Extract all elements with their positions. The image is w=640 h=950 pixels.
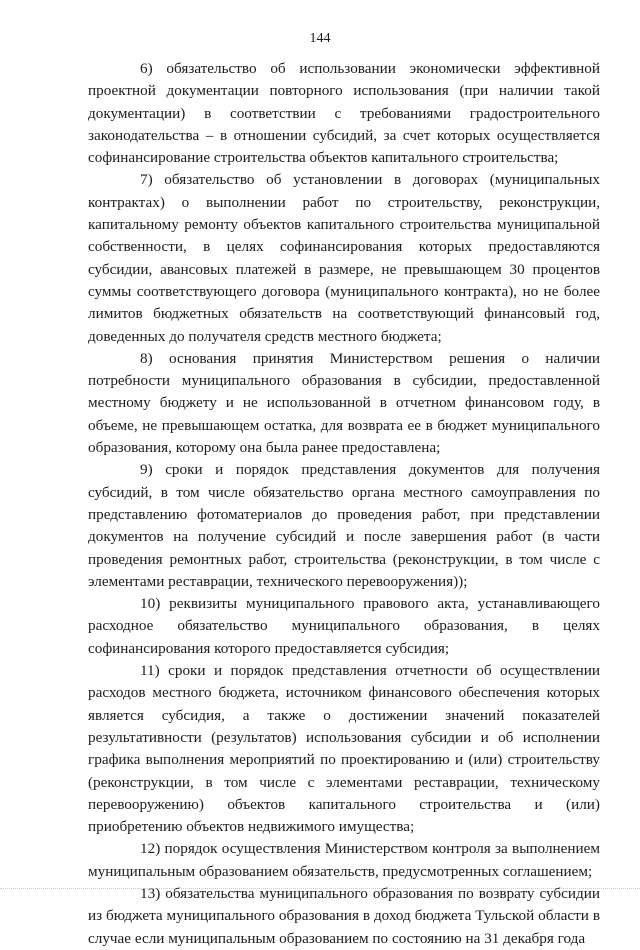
paragraph-item-7: 7) обязательство об установлении в договорах (муниципальных контрактах) о выполнении работ по строительству, реконструкции, капитальному ремонту объектов капитального строительства муниципальной собственности, в целях софинансирования которых предоставляются субсидии, авансовых платежей в размере, не превышающем 30 процентов суммы соответствующего договора (муниципального контракта), но не более лимитов бюджетных обязательств на соответствующий финансовый год, доведенных до получателя средств местного бюджета;	[88, 171, 600, 345]
paragraph-item-9: 9) сроки и порядок представления документов для получения субсидий, в том числе обязательство органа местного самоуправления по представлению фотоматериалов до проведения работ, при представлении документов на получение субсидий и после завершения работ (в части проведения ремонтных работ, строительства (реконструкции, в том числе с элементами реставрации, технического перевооружения));	[88, 461, 600, 590]
paragraph-item-8: 8) основания принятия Министерством решения о наличии потребности муниципального образования в субсидии, предоставленной местному бюджету и не использованной в отчетном финансовом году, в объеме, не превышающем остатка, для возврата ее в бюджет муниципального образования, которому она была ранее предоставлена;	[88, 349, 600, 457]
paragraph-item-10: 10) реквизиты муниципального правового акта, устанавливающего расходное обязательство муниципального образования, в целях софинансирования которого предоставляется субсидия;	[88, 595, 600, 657]
scan-edge-line	[0, 888, 640, 891]
paragraph-item-11: 11) сроки и порядок представления отчетности об осуществлении расходов местного бюджета, источником финансового обеспечения которых является субсидия, а также о достижении значений показателей результативности (результатов) использования субсидии и об исполнении графика выполнения мероприятий по проектированию и (или) строительству (реконструкции, в том числе с элементами реставрации, техническому перевооружению) объектов капитального строительства и (или) приобретению объектов недвижимого имущества;	[88, 662, 600, 836]
page-number: 144	[309, 31, 331, 46]
paragraph-item-12: 12) порядок осуществления Министерством контроля за выполнением муниципальным образованием обязательств, предусмотренных соглашением;	[88, 840, 600, 880]
paragraph-item-6: 6) обязательство об использовании экономически эффективной проектной документации повторного использования (при наличии такой документации) в соответствии с требованиями градостроительного законодательства – в отношении субсидий, за счет которых осуществляется софинансирование строительства объектов капитального строительства;	[88, 60, 600, 167]
document-body	[88, 58, 600, 950]
paragraph-item-13: 13) обязательства муниципального образования по возврату субсидии из бюджета муниципального образования в доход бюджета Тульской области в случае если муниципальным образованием по состоянию на 31 декабря года	[88, 884, 600, 947]
